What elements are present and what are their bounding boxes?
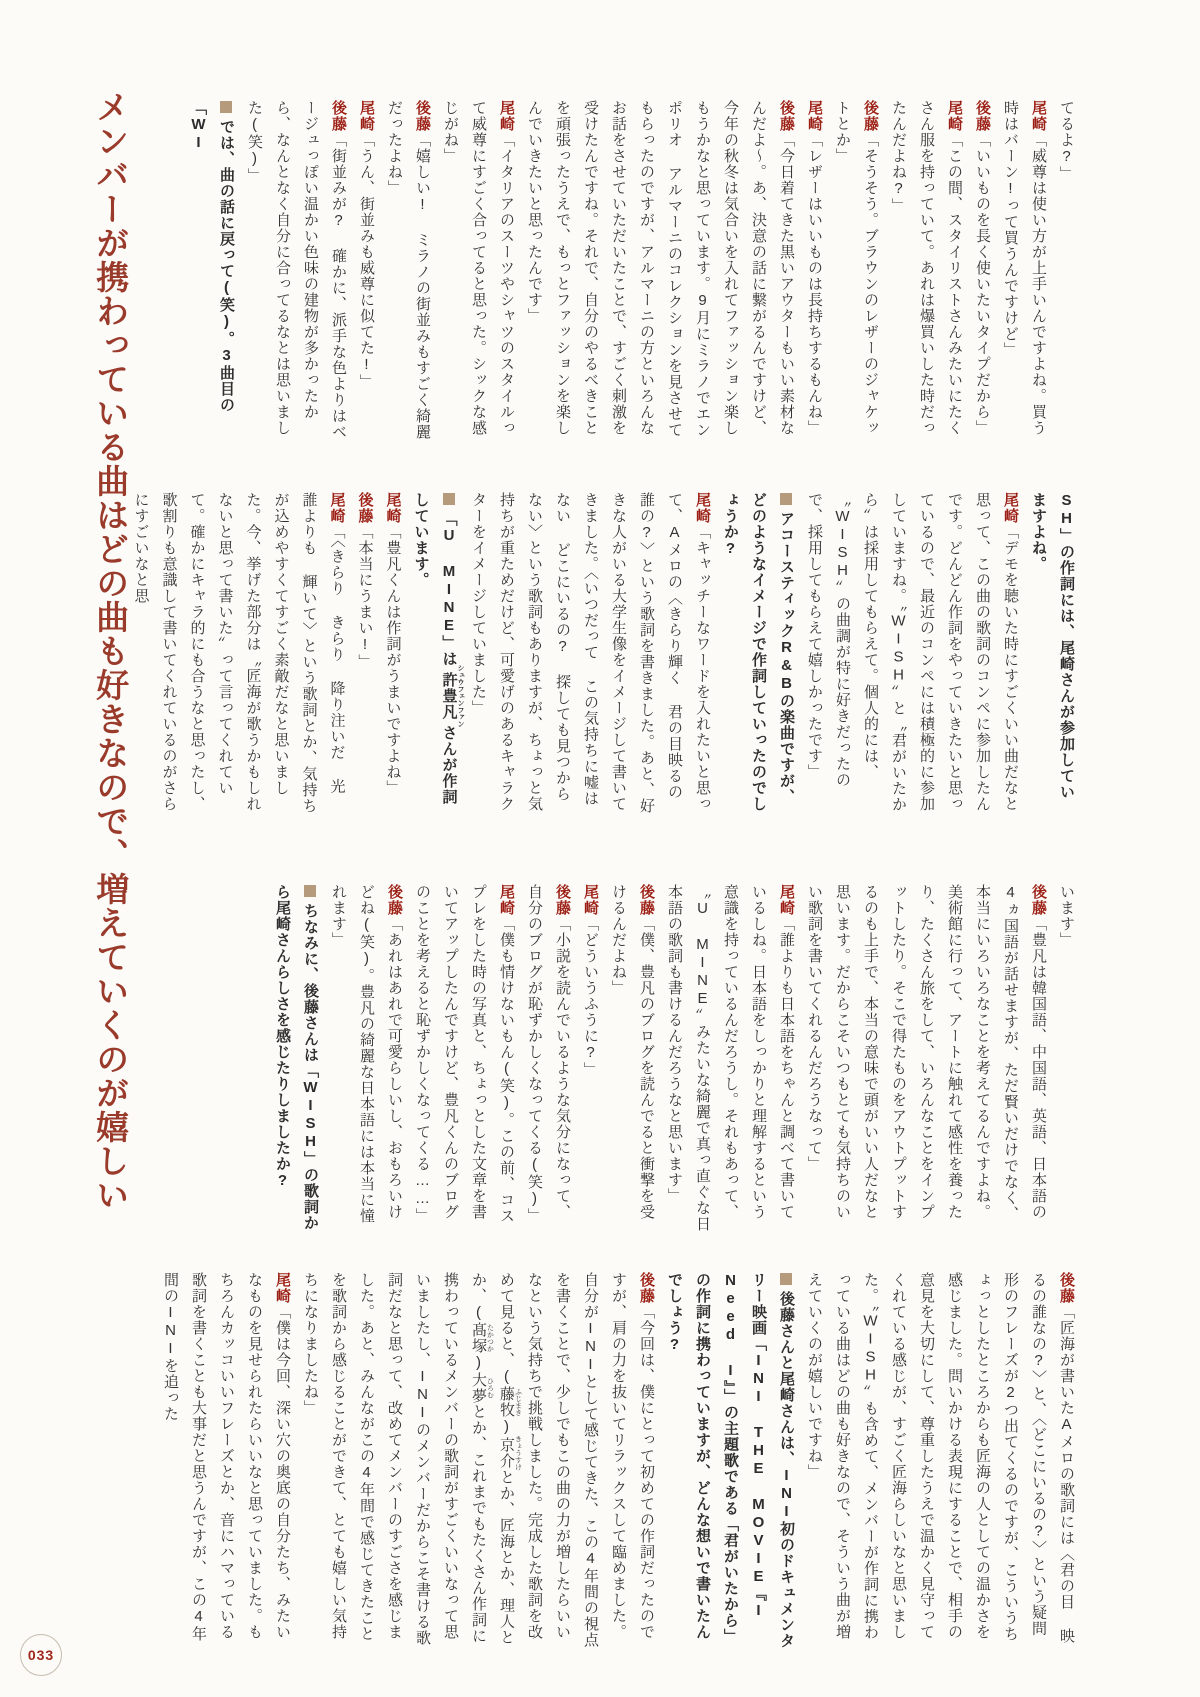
speaker-name: 尾崎 bbox=[358, 100, 375, 132]
speaker-name: 後藤 bbox=[862, 100, 879, 132]
continuation-paragraph: てるよ?」 bbox=[1058, 100, 1075, 182]
name-with-furigana: 京介 きょうすけ bbox=[498, 1435, 522, 1471]
dialogue-paragraph: 尾崎「威尊は使い方が上手いんですよね。買う時はバーン!って買うんですけど」 bbox=[1002, 100, 1047, 436]
dialogue-paragraph: 後藤「嬉しい! ミラノの街並みもすごく綺麗だったよね」 bbox=[386, 100, 431, 440]
dialogue-paragraph: 尾崎「〈きらり きらり 降り注いだ 光 誰よりも 輝いて〉という歌詞とか、気持ちが込めやすくてすごく素敵だなと思いました。今、挙げた部分は〝匠海が歌うかもしれないと思って書いた〟って言ってくれていて。確かにキャラ的にも合うなと思ったし、歌割りも意識して書いてくれているのがさらにすごいなと思 bbox=[132, 492, 346, 814]
dialogue-paragraph: 尾崎「僕は今回、深い穴の奥底の自分たち、みたいなものを見せられたらいいなと思っていました。もちろんカッコいいフレーズとか、音にハマっている歌詞を書くことも大事だと思うんですが、この4年間のINIを追った bbox=[162, 1272, 291, 1642]
interviewer-question: 後藤さんと尾崎さんは、INI初のドキュメンタリー映画「INI THE MOVIE『I Need I』」の主題歌である「君がいたから」の作詞に携わっていますが、どんな想いで書いたんでしょう? bbox=[666, 1272, 795, 1649]
speaker-name: 後藤 bbox=[638, 1272, 655, 1304]
dialogue-paragraph: 後藤「今日着てきた黒いアウターもいい素材なんだよ〜。あ、決意の話に繋がるんですけど、今年の秋冬は気合いを入れてファッション楽しもうかなと思っています。9月にミラノでエンポリオ アルマーニのコレクションを見させてもらったのですが、アルマーニの方といろんなお話をさせていただいたことで、すごく刺激を受けたんですね。それで、自分のやるべきことを頑張ったうえで、もっとファッションを楽しんでいきたいと思ったんです」 bbox=[526, 100, 795, 438]
speaker-name: 後藤 bbox=[386, 884, 403, 916]
dialogue-paragraph: 尾崎「デモを聴いた時にすごくいい曲だなと思って、この曲の歌詞のコンペに参加したんです。どんどん作詞をやっていきたいと思っているので、最近のコンペには積極的に参加していますね。〝WISH〟と〝君がいたから〟は採用してもらえて。個人的には、〝WISH〟の曲調が特に好きだったので、採用してもらえて嬉しかったです」 bbox=[806, 492, 1019, 813]
interviewer-marker-square bbox=[780, 493, 792, 505]
interviewer-question: ちなみに、後藤さんは「WISH」の歌詞から尾崎さんらしさを感じたりしましたか? bbox=[274, 884, 319, 1231]
dialogue-paragraph: 後藤「豊凡は韓国語、中国語、英語、日本語の4ヵ国語が話せますが、ただ賢いだけでなく、本当にいろいろなことを考えてるんですよね。美術館に行って、アートに触れて感性を養ったり、たくさん旅をして、いろんなことをインプットしたり。そこで得たものをアウトプットするのも上手で、本当の意味で頭がいい人だなと思います。だからこそいつもとても気持ちのいい歌詞を書いてくれるんだろうなって」 bbox=[806, 884, 1047, 1222]
name-with-furigana: 藤牧 ふじまき bbox=[498, 1386, 522, 1418]
pull-quote-headline: メンバーが携わっている曲はどの曲も好きなので、増えていくのが嬉しい bbox=[92, 90, 130, 1212]
speaker-name: 尾崎 bbox=[694, 492, 711, 524]
dialogue-paragraph: 後藤「いいものを長く使いたいタイプだから」 bbox=[974, 100, 991, 436]
dialogue-paragraph: 後藤「匠海が書いたAメロの歌詞には〈君の目 映るの誰なの?〉と、〈どこにいるの?〉という疑問形のフレーズが2つ出てくるのですが、こういうちょっとしたところからも匠海の人としての温かさを感じました。問いかける表現にすることで、相手の意見を大切にして、尊重したうえで温かく見守ってくれている感じが、すごく匠海らしいなと思いました。〝WISH〟も含めて、メンバーが作詞に携わっている曲はどの曲も好きなので、そういう曲が増えていくのが嬉しいですね」 bbox=[806, 1272, 1075, 1644]
dialogue-paragraph: 尾崎「豊凡くんは作詞がうまいですよね」 bbox=[384, 492, 402, 796]
speaker-name: 尾崎 bbox=[274, 1272, 291, 1304]
dialogue-paragraph: 後藤「本当にうまい!」 bbox=[356, 492, 374, 670]
speaker-name: 尾崎 bbox=[1030, 100, 1047, 132]
speaker-name: 尾崎 bbox=[328, 492, 346, 524]
interviewer-marker-square bbox=[220, 101, 232, 113]
article-text-band-4 bbox=[100, 1272, 1080, 1650]
speaker-name: 尾崎 bbox=[582, 884, 599, 916]
speaker-name: 尾崎 bbox=[498, 884, 515, 916]
page-number-badge bbox=[20, 1634, 62, 1676]
dialogue-paragraph: 尾崎「イタリアのスーツやシャツのスタイルって威尊にすごく合ってると思った。シックな感じがね」 bbox=[442, 100, 515, 436]
name-with-furigana: 大夢 ひろむ bbox=[470, 1372, 494, 1404]
dialogue-paragraph: 尾崎「レザーはいいものは長持ちするもんね」 bbox=[806, 100, 823, 436]
dialogue-paragraph: 後藤「僕、豊凡のブログを読んでると衝撃を受けるんだよね」 bbox=[610, 884, 655, 1220]
speaker-name: 後藤 bbox=[1030, 884, 1047, 916]
dialogue-paragraph: 尾崎「僕も情けないもん(笑)。この前、コスプレをした時の写真と、ちょっとした文章を書いてアップしたんですけど、豊凡くんのブログのことを考えると恥ずかしくなってくる……」 bbox=[414, 884, 515, 1224]
dialogue-paragraph: 後藤「今回は、僕にとって初めての作詞だったのですが、肩の力を抜いてリラックスして臨めました。自分がINIとして感じてきた、この4年間の視点を書くことで、少しでもこの曲の力が増したらいいなという気持ちで挑戦しました。完成した歌詞を改めて見ると、(藤牧 ふじまき)京介 きょうすけとか、匠海とか、理人とか、(髙塚 たかつか)大夢 ひろむとか、これまでもたくさん作詞に携わっているメンバーの歌詞がすごくいいなって思いましたし、INIのメンバーだからこそ書ける歌詞だなと思って、改めてメンバーのすごさを感じました。あと、みんながこの4年間で感じてきたことを歌詞から感じることができて、とても嬉しい気持ちになりましたね」 bbox=[302, 1272, 655, 1648]
interviewer-question: では、曲の話に戻って(笑)。3曲目の「WI bbox=[190, 100, 235, 413]
speaker-name: 後藤 bbox=[778, 100, 795, 132]
speaker-name: 後藤 bbox=[414, 100, 431, 132]
dialogue-paragraph: 尾崎「キャッチーなワードを入れたいと思って、Aメロの〈きらり輝く 君の目映るの誰の?〉という歌詞を書きました。あと、好きな人がいる大学生像をイメージして書いてきました。〈いつだって この気持ちに嘘はない どこにいるの? 探しても見つからない〉という歌詞もありますが、ちょっと気持ちが重ためだけど、可愛げのあるキャラクターをイメージしていました」 bbox=[470, 492, 711, 814]
dialogue-paragraph: 後藤「あれはあれで可愛らしいし、おもろいけどね(笑)。豊凡の綺麗な日本語には本当に憧れます」 bbox=[330, 884, 403, 1224]
speaker-name: 尾崎 bbox=[946, 100, 963, 132]
speaker-name: 後藤 bbox=[638, 884, 655, 916]
continuation-paragraph: います」 bbox=[1058, 884, 1075, 948]
speaker-name: 尾崎 bbox=[498, 100, 515, 132]
dialogue-paragraph: 尾崎「誰よりも日本語をちゃんと調べて書いているしね。日本語をしっかりと理解するという意識を持っているんだろうし。それもあって、〝U MINE〟みたいな綺麗で真っ直ぐな日本語の歌詞も書けるんだろうなと思います」 bbox=[666, 884, 795, 1232]
article-text-band-3 bbox=[180, 884, 1080, 1234]
interviewer-question: アコースティックR&Bの楽曲ですが、どのようなイメージで作詞していったのでしょうか? bbox=[722, 492, 795, 812]
speaker-name: 後藤 bbox=[554, 884, 571, 916]
speaker-name: 後藤 bbox=[1058, 1272, 1075, 1304]
speaker-name: 後藤 bbox=[356, 492, 374, 524]
dialogue-paragraph: 尾崎「うん、街並みも威尊に似てた!」 bbox=[358, 100, 375, 390]
article-text-band-2 bbox=[132, 492, 1080, 814]
dialogue-paragraph: 尾崎「この間、スタイリストさんみたいにたくさん服を持っていて。あれは爆買いした時だったんだよね?」 bbox=[890, 100, 963, 436]
interviewer-marker-square bbox=[780, 1273, 792, 1285]
dialogue-paragraph: 後藤「街並みが? 確かに、派手な色よりはベージュっぽい温かい色味の建物が多かったから、なんとなく自分に合ってるなとは思いました(笑)」 bbox=[246, 100, 347, 440]
name-with-furigana: 許豊凡 シュウフェンファン bbox=[440, 664, 464, 728]
page-number: 033 bbox=[27, 1647, 55, 1663]
speaker-name: 尾崎 bbox=[1002, 492, 1019, 524]
speaker-name: 尾崎 bbox=[806, 100, 823, 132]
speaker-name: 尾崎 bbox=[778, 884, 795, 916]
interviewer-question: SH」の作詞には、尾崎さんが参加していますよね。 bbox=[1030, 492, 1075, 800]
speaker-name: 後藤 bbox=[330, 100, 347, 132]
speaker-name: 尾崎 bbox=[384, 492, 402, 524]
name-with-furigana: 髙塚 たかつか bbox=[470, 1322, 494, 1354]
interviewer-marker-square bbox=[304, 885, 316, 897]
interviewer-question: 「U MINE」は許豊凡 シュウフェンファンさんが作詞しています。 bbox=[412, 492, 464, 805]
article-text-band-1 bbox=[180, 100, 1080, 450]
interviewer-marker-square bbox=[443, 493, 455, 505]
dialogue-paragraph: 尾崎「どういうふうに?」 bbox=[582, 884, 599, 1078]
dialogue-paragraph: 後藤「そうそう。ブラウンのレザーのジャケットとか」 bbox=[834, 100, 879, 436]
dialogue-paragraph: 後藤「小説を読んでいるような気分になって、自分のブログが恥ずかしくなってくる(笑)」 bbox=[526, 884, 571, 1224]
speaker-name: 後藤 bbox=[974, 100, 991, 132]
